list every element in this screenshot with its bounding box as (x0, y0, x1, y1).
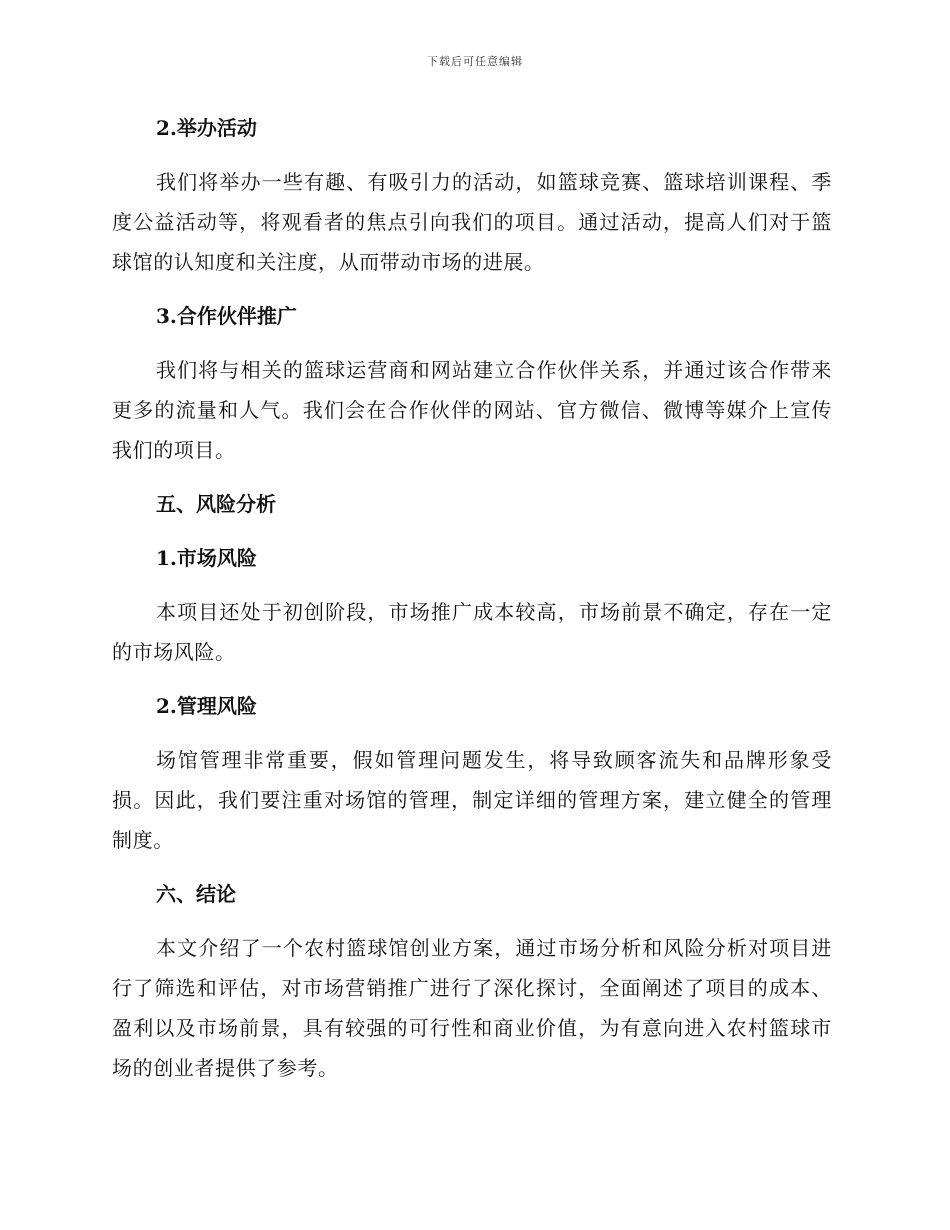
section-heading-risk-analysis: 五、风险分析 (156, 492, 276, 516)
section-heading-conclusion: 六、结论 (156, 882, 236, 906)
section-paragraph-conclusion: 本文介绍了一个农村篮球馆创业方案，通过市场分析和风险分析对项目进行了筛选和评估，对市场营销推广进行了深化探讨，全面阐述了项目的成本、盈利以及市场前景，具有较强的可行性和商业价值，为有意向进入农村篮球市场的创业者提供了参考。 (112, 936, 832, 1080)
section-paragraph-partners: 我们将与相关的篮球运营商和网站建立合作伙伴关系，并通过该合作带来更多的流量和人气。我们会在合作伙伴的网站、官方微信、微博等媒介上宣传我们的项目。 (112, 358, 832, 462)
section-heading-management-risk: 2.管理风险 (156, 694, 257, 718)
section-heading-market-risk: 1.市场风险 (156, 546, 257, 570)
section-paragraph-management-risk: 场馆管理非常重要，假如管理问题发生，将导致顾客流失和品牌形象受损。因此，我们要注重对场馆的管理，制定详细的管理方案，建立健全的管理制度。 (112, 748, 832, 852)
section-paragraph-activities: 我们将举办一些有趣、有吸引力的活动，如篮球竞赛、篮球培训课程、季度公益活动等，将观看者的焦点引向我们的项目。通过活动，提高人们对于篮球馆的认知度和关注度，从而带动市场的进展。 (112, 170, 832, 274)
section-heading-activities: 2.举办活动 (156, 116, 257, 140)
page-header: 下载后可任意编辑 (427, 55, 523, 68)
document-body (112, 108, 832, 1102)
section-paragraph-market-risk: 本项目还处于初创阶段，市场推广成本较高，市场前景不确定，存在一定的市场风险。 (112, 600, 832, 664)
section-heading-partners: 3.合作伙伴推广 (156, 304, 297, 328)
